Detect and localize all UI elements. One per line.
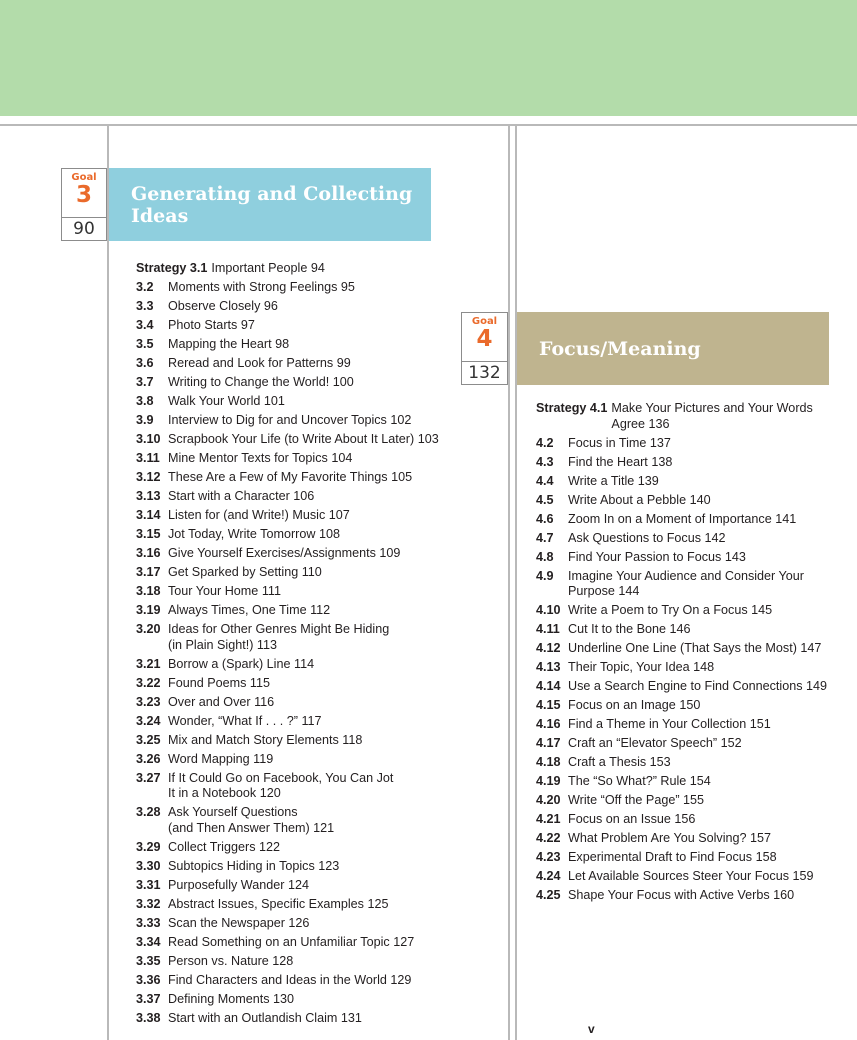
strategy-title: Tour Your Home	[168, 584, 259, 598]
strategy-title: Experimental Draft to Find Focus	[568, 850, 753, 864]
strategy-page: 105	[391, 470, 413, 484]
strategy-page: 130	[273, 991, 295, 1006]
toc-entry	[136, 318, 439, 334]
strategy-page: 139	[637, 473, 659, 488]
strategy-number: 3.4	[136, 318, 154, 332]
toc-entry	[136, 451, 439, 467]
toc-entry	[536, 717, 827, 733]
strategy-number: 4.11	[536, 622, 560, 636]
toc-entry	[536, 736, 827, 752]
strategy-number: 4.23	[536, 850, 561, 864]
strategy-title: Find Your Passion to Focus	[568, 549, 722, 564]
strategy-page: 124	[287, 877, 309, 892]
strategy-page: 126	[288, 915, 310, 930]
goal-4-page: 132	[468, 363, 501, 383]
strategy-number: 3.23	[136, 694, 161, 709]
strategy-title: Photo Starts	[168, 318, 238, 332]
goal-4-badge	[461, 312, 508, 385]
toc-entry	[136, 657, 439, 673]
strategy-page: 120	[259, 786, 281, 800]
strategy-title: Cut It to the Bone	[568, 622, 667, 636]
strategy-label: Strategy	[136, 261, 187, 275]
strategy-number: 3.9	[136, 413, 154, 427]
strategy-page: 143	[724, 549, 746, 564]
top-color-band	[0, 0, 857, 116]
toc-entry	[536, 793, 827, 809]
strategy-title: Craft a Thesis	[568, 755, 647, 769]
strategy-title: Scrapbook Your Life (to Write About It Later)	[168, 432, 415, 446]
toc-entry	[536, 493, 827, 509]
strategy-title: Ideas for Other Genres Might Be Hiding	[168, 622, 390, 636]
strategy-page: 119	[253, 751, 274, 766]
strategy-number: 4.1	[589, 401, 608, 415]
toc-entry	[136, 1011, 439, 1027]
strategy-number: 3.3	[136, 299, 154, 313]
toc-entry	[136, 771, 439, 802]
strategy-page: 158	[755, 850, 777, 864]
toc-entry	[136, 508, 439, 524]
strategy-title: Focus in Time	[568, 435, 647, 450]
strategy-number: 3.26	[136, 751, 161, 766]
strategy-title: Get Sparked by Setting	[168, 565, 299, 579]
center-rule-right	[515, 124, 517, 1040]
strategy-number: 4.21	[536, 812, 561, 826]
strategy-number: 3.35	[136, 953, 161, 968]
strategy-title: Zoom In on a Moment of Importance	[568, 511, 772, 526]
toc-entry	[536, 550, 827, 566]
strategy-page: 121	[313, 820, 335, 835]
strategy-page: 110	[301, 565, 322, 579]
strategy-title-continued: Purpose	[568, 584, 615, 598]
strategy-page: 154	[689, 774, 711, 788]
strategy-number: 3.22	[136, 675, 161, 690]
toc-entry	[536, 474, 827, 490]
toc-entry	[136, 916, 439, 932]
toc-entry	[536, 436, 827, 452]
strategy-title-continued: (in Plain Sight!)	[168, 637, 254, 652]
strategy-number: 3.21	[136, 656, 161, 671]
goal-3-number: 3	[75, 182, 92, 208]
toc-entry	[536, 888, 827, 904]
strategy-number: 3.11	[136, 451, 160, 465]
strategy-title: Purposefully Wander	[168, 877, 285, 892]
strategy-title: Defining Moments	[168, 991, 270, 1006]
strategy-title: Interview to Dig for and Uncover Topics	[168, 413, 387, 427]
strategy-title: Subtopics Hiding in Topics	[168, 858, 315, 873]
strategy-number: 3.5	[136, 337, 154, 351]
goal-3-strategy-list	[136, 261, 439, 1030]
strategy-title: Mapping the Heart	[168, 337, 272, 351]
strategy-title: Read Something on an Unfamiliar Topic	[168, 934, 390, 949]
toc-entry	[136, 603, 439, 619]
strategy-page: 102	[390, 413, 412, 427]
strategy-page: 147	[800, 641, 822, 655]
toc-entry	[536, 401, 827, 432]
strategy-number: 3.1	[189, 261, 208, 275]
strategy-number: 3.37	[136, 991, 161, 1006]
strategy-page: 145	[751, 603, 773, 617]
strategy-page: 98	[275, 337, 290, 351]
toc-entry	[136, 299, 439, 315]
strategy-title: Ask Yourself Questions	[168, 805, 298, 819]
strategy-number: 3.10	[136, 432, 161, 446]
strategy-title-continued: Agree	[611, 416, 646, 431]
strategy-page: 149	[806, 679, 828, 693]
goal-4-title: Focus/Meaning	[539, 337, 701, 360]
toc-entry	[536, 831, 827, 847]
strategy-title: Focus on an Issue	[568, 812, 671, 826]
toc-entry	[136, 527, 439, 543]
strategy-page: 96	[263, 299, 278, 313]
toc-entry	[136, 261, 439, 277]
strategy-page: 94	[310, 261, 325, 275]
toc-entry	[136, 859, 439, 875]
strategy-title: Start with an Outlandish Claim	[168, 1010, 338, 1025]
strategy-page: 112	[310, 603, 331, 617]
strategy-page: 128	[272, 953, 294, 968]
strategy-page: 122	[259, 839, 281, 854]
strategy-number: 3.34	[136, 934, 161, 949]
strategy-number: 4.22	[536, 831, 561, 845]
strategy-number: 4.9	[536, 568, 554, 583]
strategy-page: 159	[792, 869, 814, 883]
toc-entry	[136, 714, 439, 730]
strategy-title: Make Your Pictures and Your Words	[611, 401, 813, 415]
toc-entry	[136, 394, 439, 410]
strategy-title: Write a Title	[568, 473, 635, 488]
strategy-title: Use a Search Engine to Find Connections	[568, 679, 803, 693]
strategy-title: Walk Your World	[168, 394, 261, 408]
toc-entry	[536, 869, 827, 885]
toc-entry	[136, 432, 439, 448]
toc-entry	[536, 812, 827, 828]
strategy-number: 3.27	[136, 770, 161, 785]
strategy-page: 140	[689, 492, 711, 507]
strategy-number: 4.16	[536, 717, 561, 731]
strategy-page: 95	[340, 280, 355, 294]
strategy-page: 108	[318, 527, 340, 541]
strategy-number: 3.7	[136, 375, 154, 389]
strategy-title: Abstract Issues, Specific Examples	[168, 896, 364, 911]
toc-entry	[536, 660, 827, 676]
strategy-number: 3.18	[136, 584, 161, 598]
strategy-number: 3.38	[136, 1010, 161, 1025]
toc-entry	[136, 676, 439, 692]
strategy-title: Mix and Match Story Elements	[168, 732, 339, 747]
strategy-page: 123	[318, 858, 340, 873]
strategy-page: 137	[649, 435, 671, 450]
strategy-page: 131	[340, 1010, 362, 1025]
strategy-number: 4.13	[536, 660, 561, 674]
strategy-page: 109	[379, 546, 401, 560]
strategy-title: If It Could Go on Facebook, You Can Jot	[168, 770, 394, 785]
toc-entry	[536, 850, 827, 866]
strategy-title: Ask Questions to Focus	[568, 530, 701, 545]
strategy-number: 4.6	[536, 511, 554, 526]
toc-entry	[536, 774, 827, 790]
strategy-page: 151	[749, 717, 771, 731]
toc-entry	[136, 840, 439, 856]
strategy-page: 104	[331, 451, 353, 465]
strategy-page: 100	[332, 375, 354, 389]
toc-entry	[136, 337, 439, 353]
toc-entry	[536, 679, 827, 695]
toc-entry	[136, 280, 439, 296]
strategy-number: 4.8	[536, 549, 554, 564]
toc-entry	[136, 935, 439, 951]
strategy-page: 113	[256, 637, 277, 652]
strategy-title: Over and Over	[168, 694, 251, 709]
toc-entry	[536, 455, 827, 471]
strategy-number: 4.5	[536, 492, 554, 507]
toc-entry	[536, 531, 827, 547]
strategy-number: 3.33	[136, 915, 161, 930]
strategy-number: 4.2	[536, 435, 554, 450]
strategy-title: The “So What?” Rule	[568, 774, 687, 788]
strategy-number: 4.19	[536, 774, 561, 788]
strategy-number: 3.36	[136, 972, 161, 987]
goal-3-title-bar	[109, 168, 431, 241]
goal-4-strategy-list	[536, 401, 827, 907]
strategy-page: 142	[704, 530, 726, 545]
strategy-number: 3.25	[136, 732, 161, 747]
strategy-page: 144	[618, 584, 640, 598]
strategy-page: 157	[750, 831, 772, 845]
strategy-number: 4.24	[536, 869, 561, 883]
strategy-title: Underline One Line (That Says the Most)	[568, 641, 797, 655]
strategy-title: Found Poems	[168, 675, 247, 690]
goal-3-badge	[61, 168, 107, 241]
toc-entry	[536, 641, 827, 657]
toc-entry	[136, 733, 439, 749]
strategy-number: 3.31	[136, 877, 161, 892]
strategy-title: These Are a Few of My Favorite Things	[168, 470, 388, 484]
toc-entry	[136, 413, 439, 429]
strategy-number: 3.6	[136, 356, 154, 370]
strategy-title: Listen for (and Write!) Music	[168, 508, 326, 522]
toc-entry	[136, 897, 439, 913]
strategy-page: 148	[693, 660, 715, 674]
toc-entry	[536, 569, 827, 600]
strategy-number: 4.20	[536, 793, 561, 807]
strategy-page: 114	[294, 656, 315, 671]
strategy-number: 4.17	[536, 736, 561, 750]
strategy-number: 4.10	[536, 603, 561, 617]
strategy-number: 3.29	[136, 839, 161, 854]
strategy-page: 129	[390, 972, 412, 987]
strategy-title: Moments with Strong Feelings	[168, 280, 338, 294]
strategy-title: Wonder, “What If . . . ?”	[168, 713, 298, 728]
strategy-title: Word Mapping	[168, 751, 250, 766]
strategy-number: 3.12	[136, 470, 161, 484]
strategy-number: 3.17	[136, 565, 161, 579]
strategy-page: 106	[293, 489, 315, 503]
strategy-page: 138	[651, 454, 673, 469]
strategy-title: Find the Heart	[568, 454, 648, 469]
strategy-title: Find a Theme in Your Collection	[568, 717, 747, 731]
toc-entry	[536, 755, 827, 771]
strategy-title: Writing to Change the World!	[168, 375, 330, 389]
strategy-page: 153	[649, 755, 671, 769]
page-number: v	[588, 1022, 595, 1036]
goal-3-title: Generating and Collecting Ideas	[131, 182, 413, 227]
toc-entry	[136, 489, 439, 505]
strategy-title: Start with a Character	[168, 489, 290, 503]
strategy-page: 136	[648, 416, 670, 431]
strategy-number: 4.25	[536, 888, 561, 902]
strategy-title: Their Topic, Your Idea	[568, 660, 690, 674]
strategy-title: Write “Off the Page”	[568, 793, 680, 807]
strategy-title: Reread and Look for Patterns	[168, 356, 334, 370]
strategy-title: Give Yourself Exercises/Assignments	[168, 546, 376, 560]
strategy-page: 156	[674, 812, 696, 826]
toc-entry	[136, 546, 439, 562]
strategy-page: 111	[261, 584, 281, 598]
strategy-number: 3.20	[136, 622, 161, 636]
strategy-number: 3.30	[136, 858, 161, 873]
strategy-number: 3.16	[136, 546, 161, 560]
strategy-page: 150	[679, 698, 701, 712]
goal-4-label: Goal	[471, 316, 498, 327]
strategy-number: 3.13	[136, 489, 161, 503]
strategy-page: 99	[336, 356, 351, 370]
strategy-number: 4.4	[536, 473, 554, 488]
strategy-number: 4.14	[536, 679, 561, 693]
strategy-page: 115	[249, 675, 270, 690]
strategy-page: 125	[367, 896, 389, 911]
strategy-number: 4.7	[536, 530, 554, 545]
strategy-page: 152	[720, 736, 742, 750]
strategy-title: Jot Today, Write Tomorrow	[168, 527, 316, 541]
goal-4-title-bar	[517, 312, 829, 385]
left-margin-rule	[107, 124, 109, 1040]
strategy-title: Shape Your Focus with Active Verbs	[568, 888, 770, 902]
strategy-page: 116	[254, 694, 275, 709]
strategy-title: Write About a Pebble	[568, 492, 687, 507]
strategy-title-continued: It in a Notebook	[168, 786, 257, 800]
toc-entry	[136, 954, 439, 970]
strategy-number: 4.18	[536, 755, 561, 769]
toc-entry	[136, 973, 439, 989]
strategy-number: 3.8	[136, 394, 154, 408]
strategy-title-continued: (and Then Answer Them)	[168, 820, 310, 835]
toc-entry	[136, 565, 439, 581]
strategy-page: 146	[669, 622, 691, 636]
strategy-title: Borrow a (Spark) Line	[168, 656, 291, 671]
strategy-title: Imagine Your Audience and Consider Your	[568, 568, 804, 583]
strategy-page: 107	[328, 508, 350, 522]
strategy-number: 3.19	[136, 603, 161, 617]
strategy-title: Focus on an Image	[568, 698, 676, 712]
strategy-title: Craft an “Elevator Speech”	[568, 736, 718, 750]
strategy-number: 3.2	[136, 280, 154, 294]
goal-4-number: 4	[476, 326, 493, 352]
toc-entry	[536, 698, 827, 714]
strategy-number: 4.3	[536, 454, 554, 469]
strategy-title: Person vs. Nature	[168, 953, 269, 968]
strategy-title: Scan the Newspaper	[168, 915, 285, 930]
strategy-number: 3.24	[136, 713, 161, 728]
toc-entry	[536, 512, 827, 528]
strategy-number: 3.15	[136, 527, 161, 541]
strategy-page: 101	[263, 394, 285, 408]
toc-entry	[136, 878, 439, 894]
strategy-title: Find Characters and Ideas in the World	[168, 972, 387, 987]
toc-entry	[536, 603, 827, 619]
strategy-title: Mine Mentor Texts for Topics	[168, 451, 328, 465]
toc-entry	[136, 584, 439, 600]
strategy-title: Observe Closely	[168, 299, 261, 313]
strategy-number: 4.12	[536, 641, 561, 655]
strategy-label: Strategy	[536, 401, 587, 415]
strategy-page: 118	[342, 732, 363, 747]
strategy-number: 3.14	[136, 508, 161, 522]
strategy-title: Let Available Sources Steer Your Focus	[568, 869, 789, 883]
strategy-number: 4.15	[536, 698, 561, 712]
toc-entry	[136, 356, 439, 372]
goal-3-page: 90	[73, 219, 95, 239]
toc-entry	[536, 622, 827, 638]
toc-entry	[136, 805, 439, 836]
center-rule-left	[508, 124, 510, 1040]
strategy-title: Write a Poem to Try On a Focus	[568, 603, 748, 617]
strategy-page: 160	[773, 888, 795, 902]
strategy-page: 155	[683, 793, 705, 807]
strategy-title: Always Times, One Time	[168, 603, 307, 617]
strategy-title: Collect Triggers	[168, 839, 256, 854]
strategy-page: 117	[301, 713, 322, 728]
strategy-page: 141	[775, 511, 797, 526]
toc-entry	[136, 992, 439, 1008]
strategy-number: 3.32	[136, 896, 161, 911]
toc-entry	[136, 375, 439, 391]
toc-entry	[136, 470, 439, 486]
toc-entry	[136, 695, 439, 711]
strategy-title: Important People	[211, 261, 308, 275]
horizontal-rule	[0, 124, 857, 126]
goal-3-label: Goal	[71, 172, 97, 183]
strategy-page: 97	[240, 318, 255, 332]
toc-entry	[136, 622, 439, 653]
strategy-page: 103	[417, 432, 439, 446]
strategy-page: 127	[393, 934, 415, 949]
strategy-title: What Problem Are You Solving?	[568, 831, 747, 845]
toc-entry	[136, 752, 439, 768]
strategy-number: 3.28	[136, 805, 161, 819]
